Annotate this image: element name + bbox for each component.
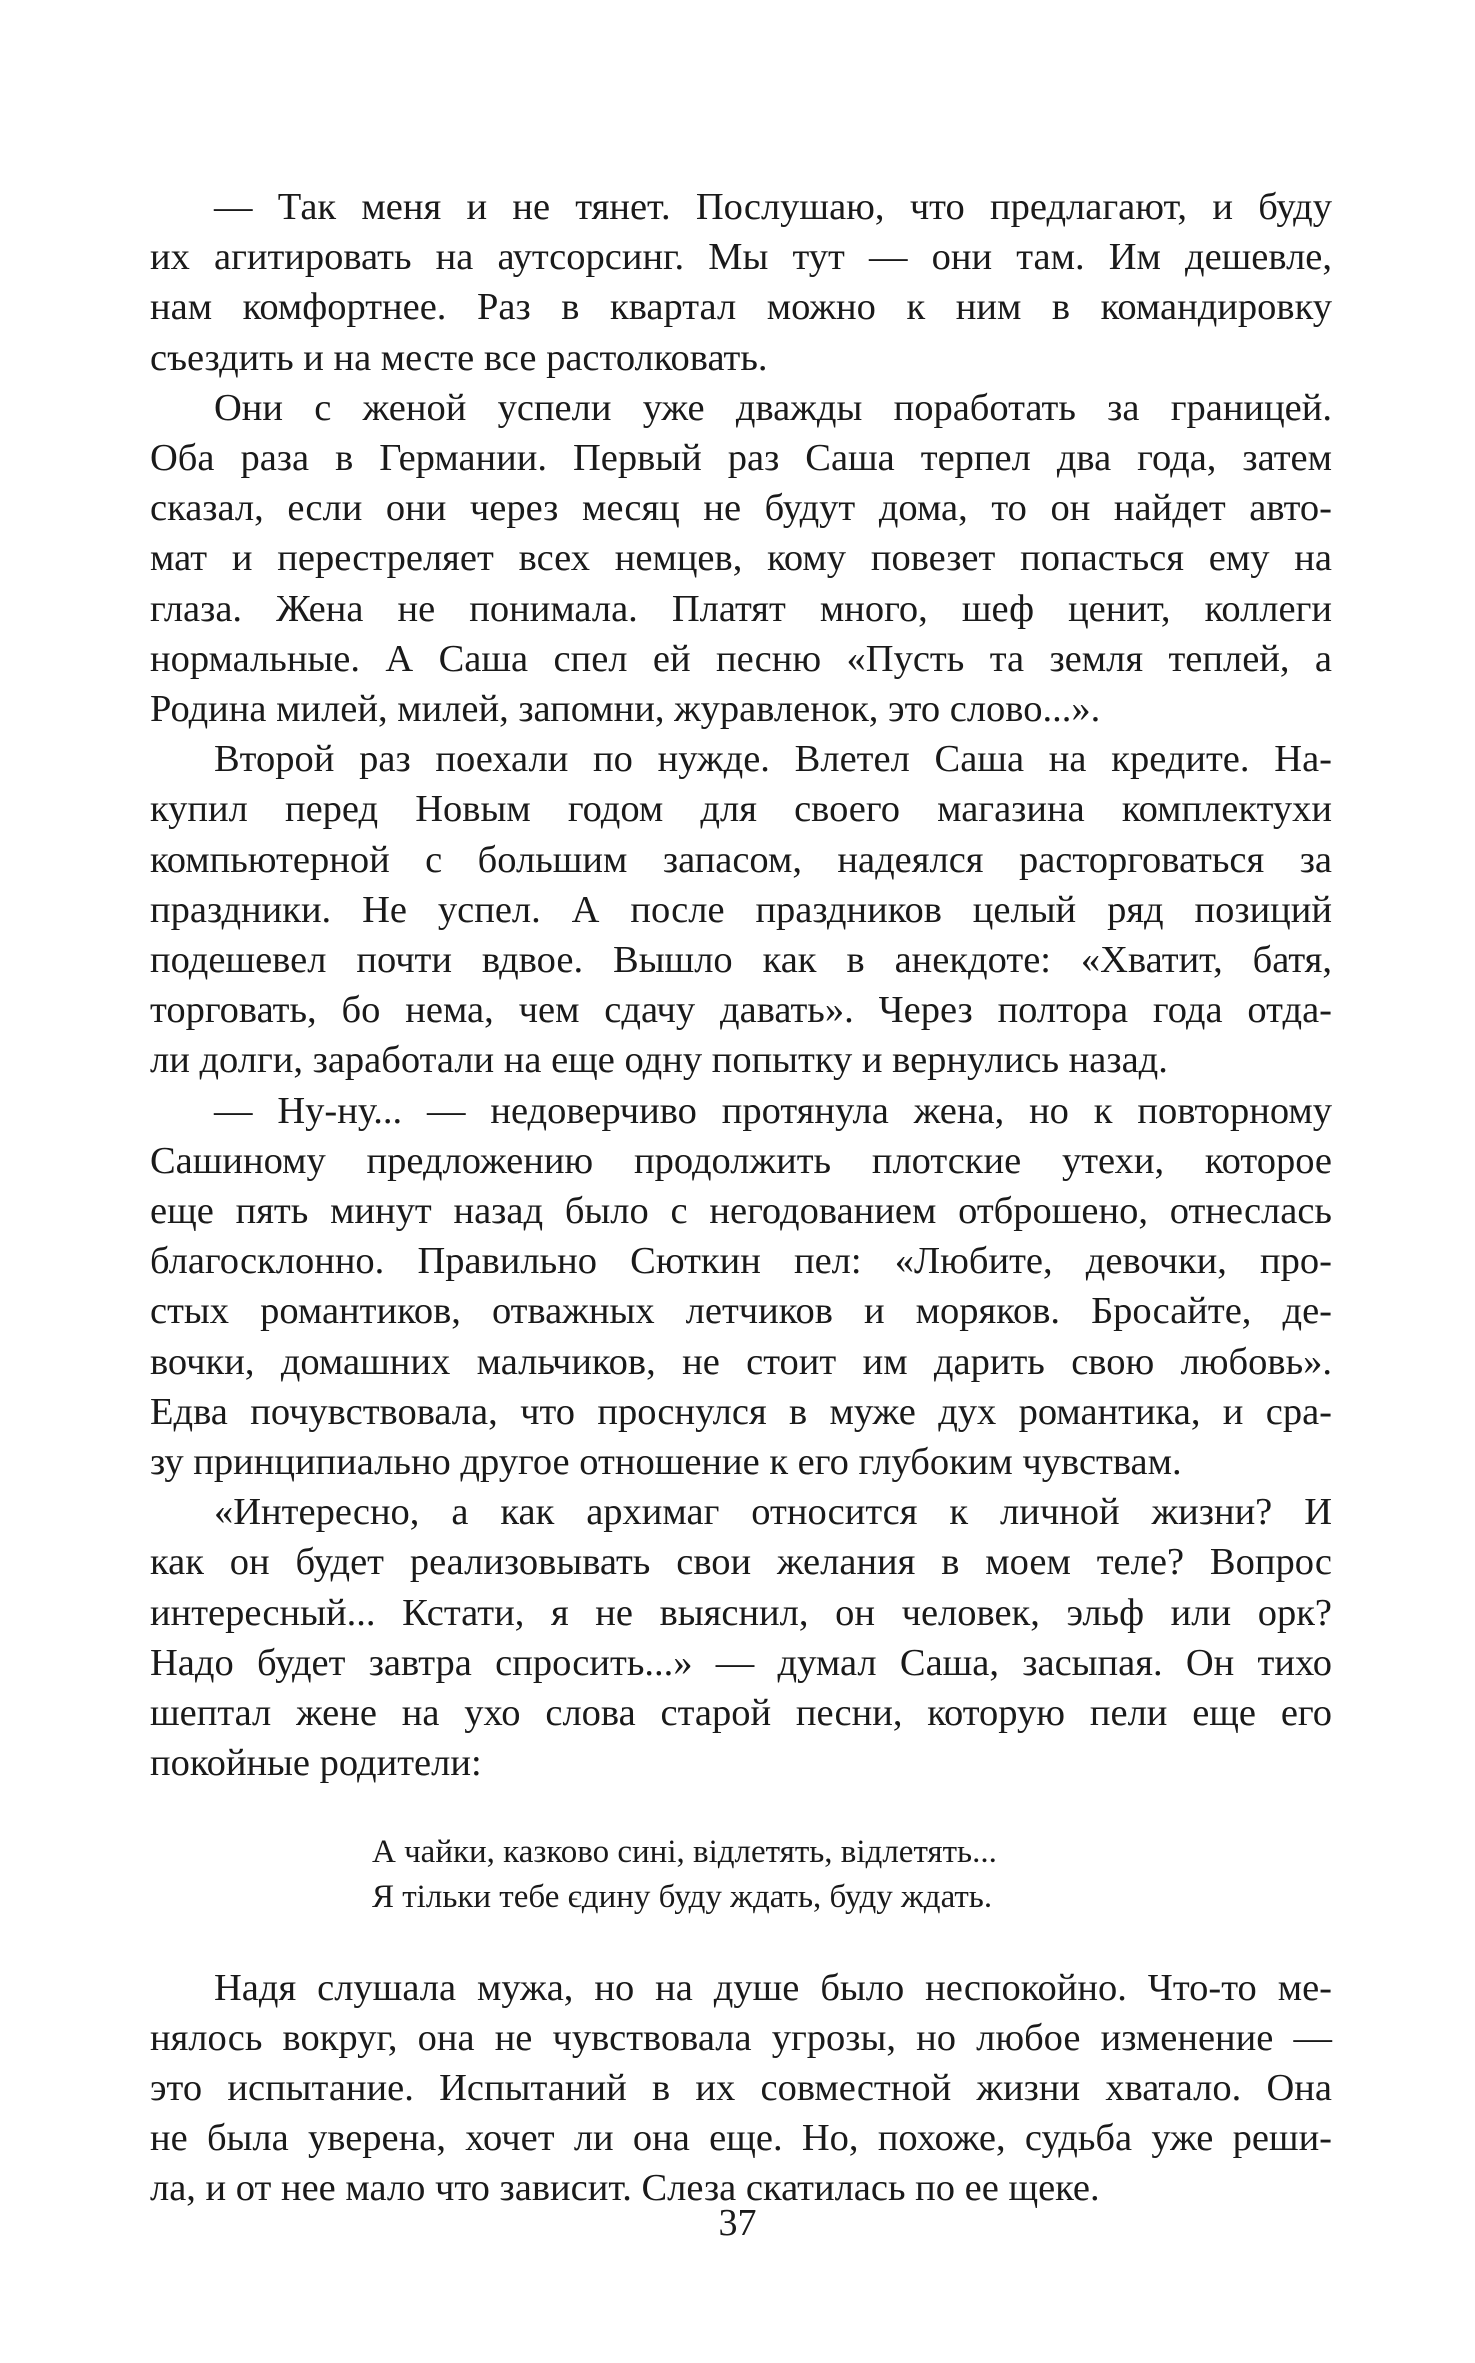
text-line: зу принципиально другое отношение к его глубоким чувствам. [150,1441,1182,1484]
text-line: это испытание. Испытаний в их совместной жизни хватало. Она [150,2066,1332,2109]
text-line: подешевел почти вдвое. Вышло как в анекдоте: «Хватит, батя, [150,939,1332,982]
text-line: их агитировать на аутсорсинг. Мы тут — они там. Им дешевле, [150,236,1332,279]
text-line: как он будет реализовывать свои желания в моем теле? Вопрос [150,1541,1332,1584]
paragraph-2 [150,383,1332,734]
text-line: Едва почувствовала, что проснулся в муже дух романтика, и сра- [150,1390,1332,1433]
paragraph-3 [150,734,1332,1085]
text-line: Надя слушала мужа, но на душе было неспокойно. Что-то ме- [214,1966,1332,2009]
text-line: Надо будет завтра спросить...» — думал Саша, засыпая. Он тихо [150,1641,1332,1684]
text-line: Второй раз поехали по нужде. Влетел Саша на кредите. На- [214,738,1332,781]
text-line: вочки, домашних мальчиков, не стоит им дарить свою любовь». [150,1340,1332,1383]
text-line: сказал, если они через месяц не будут дома, то он найдет авто- [150,487,1332,530]
text-line: Родина милей, милей, запомни, журавленок, это слово...». [150,688,1101,731]
text-line: глаза. Жена не понимала. Платят много, шеф ценит, коллеги [150,587,1332,630]
text-line: съездить и на месте все растолковать. [150,336,768,379]
text-line: ли долги, заработали на еще одну попытку и вернулись назад. [150,1039,1168,1082]
text-line: компьютерной с большим запасом, надеялся расторговаться за [150,838,1332,881]
text-line: стых романтиков, отважных летчиков и моряков. Бросайте, де- [150,1290,1332,1333]
text-line: шептал жене на ухо слова старой песни, которую пели еще его [150,1692,1332,1735]
paragraph-5 [150,1487,1332,1788]
text-line: — Так меня и не тянет. Послушаю, что предлагают, и буду [214,186,1332,228]
text-line: мат и перестреляет всех немцев, кому повезет попасться ему на [150,537,1332,580]
text-line: нам комфортнее. Раз в квартал можно к ним в командировку [150,286,1332,329]
text-line: не была уверена, хочет ли она еще. Но, похоже, судьба уже реши- [150,2117,1332,2160]
text-line: купил перед Новым годом для своего магазина комплектухи [150,788,1332,831]
text-line: нялось вокруг, она не чувствовала угрозы, но любое изменение — [150,2016,1332,2059]
text-line: — Ну-ну... — недоверчиво протянула жена, но к повторному [214,1089,1332,1132]
final-paragraph [150,1963,1332,2214]
book-page [150,182,1332,2214]
text-line: праздники. Не успел. А после праздников целый ряд позиций [150,888,1332,931]
text-line: Оба раза в Германии. Первый раз Саша терпел два года, затем [150,437,1332,480]
text-line: ла, и от нее мало что зависит. Слеза скатилась по ее щеке. [150,2167,1100,2210]
text-line: Они с женой успели уже дважды поработать за границей. [214,386,1332,429]
text-line: интересный... Кстати, я не выяснил, он человек, эльф или орк? [150,1591,1332,1634]
text-line: еще пять минут назад было с негодованием отброшено, отнеслась [150,1190,1332,1233]
verse-line: А чайки, казково синi, вiдлетять, вiдлетять... [372,1833,997,1870]
text-line: нормальные. А Саша спел ей песню «Пусть та земля теплей, а [150,637,1332,680]
verse-line: Я тiльки тебе єдину буду ждать, буду ждать. [372,1878,993,1915]
text-line: покойные родители: [150,1742,482,1785]
text-line: благосклонно. Правильно Сюткин пел: «Любите, девочки, про- [150,1240,1332,1283]
text-line: Сашиному предложению продолжить плотские утехи, которое [150,1139,1332,1182]
paragraph-1 [150,182,1332,383]
text-line: «Интересно, а как архимаг относится к личной жизни? И [214,1491,1332,1534]
paragraph-4 [150,1086,1332,1488]
song-verse [372,1830,1332,1920]
page-number: 37 [718,2202,757,2244]
text-line: торговать, бо нема, чем сдачу давать». Через полтора года отда- [150,989,1332,1032]
